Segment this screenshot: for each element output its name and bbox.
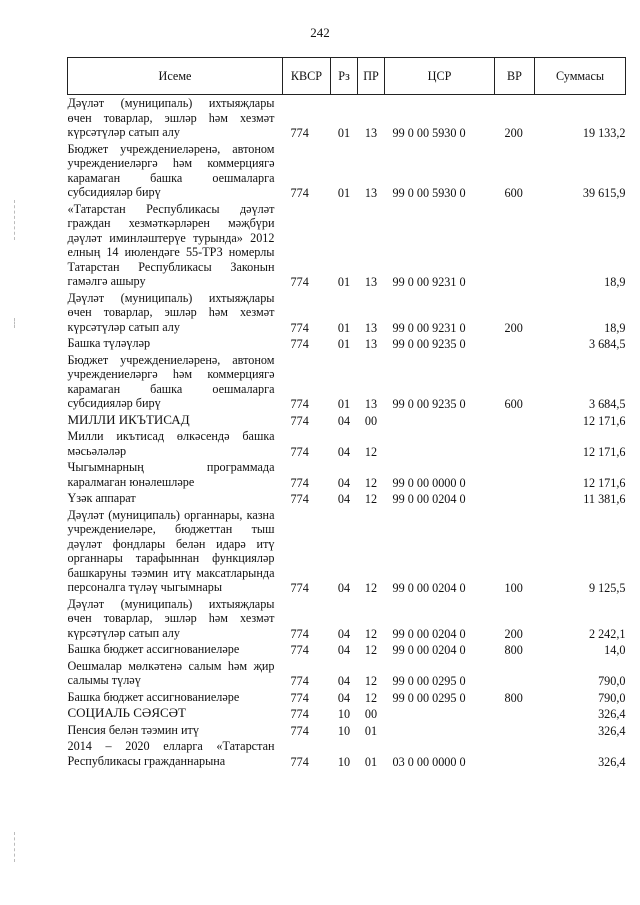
cell-kvsr: 774 [290, 581, 309, 595]
column-header-csr: ЦСР [385, 58, 495, 95]
cell-pr: 12 [364, 581, 378, 595]
cell-kvsr: 774 [290, 492, 309, 506]
cell-name: Бюджет учреждениеләренә, автоном учреждениеләргә һәм коммерциягә карамаган башка оешмаларга субсидияләр бирү [67, 352, 275, 410]
cell-sum: 326,4 [598, 707, 626, 721]
column-header-sum: Суммасы [535, 58, 626, 95]
page-number: 242 [310, 25, 330, 40]
cell-pr: 12 [364, 626, 378, 641]
cell-kvsr: 774 [290, 754, 309, 769]
column-header-rz: Рз [331, 58, 358, 95]
column-header-kvsr: КВСР [283, 58, 331, 95]
cell-kvsr: 774 [290, 275, 309, 289]
cell-name: МИЛЛИ ИКЪТИСАД [67, 411, 190, 427]
cell-vr [495, 658, 535, 689]
column-header-name: Исеме [68, 58, 283, 95]
table-row [68, 641, 626, 658]
cell-vr [495, 412, 535, 429]
cell-csr [385, 705, 495, 722]
cell-rz: 04 [337, 626, 351, 641]
cell-vr: 200 [504, 126, 523, 140]
cell-sum: 14,0 [604, 643, 626, 657]
cell-vr [495, 722, 535, 739]
cell-pr: 13 [364, 397, 378, 411]
cell-name: Дәүләт (муниципаль) органнары, казна учреждениеләре, бюджеттан тыш дәүләт фондлары белән идарә итү органнары тарафыннан функцияләр башкаруны тәэмин итү максатларында персоналга түләү чыгымнары [67, 507, 275, 594]
budget-table [67, 57, 626, 769]
cell-kvsr: 774 [290, 397, 309, 411]
cell-sum: 2 242,1 [588, 626, 626, 641]
cell-sum: 3 684,5 [588, 337, 626, 351]
cell-vr [495, 738, 535, 769]
cell-rz: 01 [337, 397, 351, 411]
cell-csr: 99 0 00 0295 0 [392, 690, 466, 705]
cell-rz: 04 [337, 475, 351, 490]
table-row [68, 490, 626, 507]
cell-sum: 12 171,6 [582, 475, 626, 490]
cell-rz: 10 [337, 707, 351, 721]
table-row [68, 335, 626, 352]
cell-pr: 12 [364, 492, 378, 506]
table-row [68, 290, 626, 336]
cell-csr: 99 0 00 9235 0 [392, 397, 466, 411]
cell-sum: 12 171,6 [582, 413, 626, 428]
cell-sum: 790,0 [598, 674, 626, 688]
cell-pr: 13 [364, 186, 378, 200]
cell-rz: 01 [337, 126, 351, 140]
cell-kvsr: 774 [290, 723, 309, 738]
cell-csr: 99 0 00 0295 0 [392, 674, 466, 688]
cell-csr: 99 0 00 0204 0 [392, 643, 466, 657]
cell-vr: 600 [504, 186, 523, 200]
table-row [68, 596, 626, 642]
cell-vr [495, 335, 535, 352]
section-heading-row [68, 412, 626, 429]
cell-pr: 12 [364, 475, 378, 490]
cell-vr: 800 [504, 690, 523, 705]
cell-vr [495, 459, 535, 490]
cell-name: Пенсия белән тәэмин итү [67, 722, 199, 737]
cell-name: Чыгымнарның программада каралмаган юнәлешләре [67, 460, 275, 489]
table-row [68, 507, 626, 596]
table-row [68, 738, 626, 769]
table-row [68, 722, 626, 739]
table-row [68, 141, 626, 201]
cell-vr [495, 490, 535, 507]
cell-name: Үзәк аппарат [67, 491, 136, 505]
cell-name: Башка бюджет ассигнованиеләре [67, 642, 240, 656]
cell-name: Бюджет учреждениеләренә, автоном учреждениеләргә һәм коммерциягә карамаган башка оешмаларга субсидияләр бирү [67, 141, 275, 199]
margin-mark [14, 832, 16, 862]
margin-mark [14, 200, 16, 240]
cell-rz: 04 [337, 581, 351, 595]
cell-sum: 18,9 [604, 275, 626, 289]
cell-pr: 00 [364, 413, 378, 428]
table-row [68, 689, 626, 706]
cell-sum: 19 133,2 [582, 126, 626, 140]
cell-name: «Татарстан Республикасы дәүләт граждан хезмәткәрләрен мәҗбүри дәүләт иминләштерүе турында» 2012 елның 14 июлендәге 55-ТРЗ номерлы Татарстан Республикасы Законын гамәлгә ашыру [67, 201, 275, 288]
cell-csr: 99 0 00 9231 0 [392, 320, 466, 335]
cell-kvsr: 774 [290, 475, 309, 490]
cell-rz: 01 [337, 337, 351, 351]
cell-vr: 800 [504, 643, 523, 657]
cell-pr: 12 [364, 690, 378, 705]
cell-pr: 12 [364, 444, 378, 459]
cell-name: Милли икътисад өлкәсендә башка мәсьәләләр [67, 429, 275, 458]
cell-pr: 00 [364, 707, 378, 721]
cell-csr [385, 722, 495, 739]
cell-kvsr: 774 [290, 643, 309, 657]
cell-pr: 13 [364, 126, 378, 140]
cell-vr [495, 201, 535, 290]
cell-sum: 3 684,5 [588, 397, 626, 411]
cell-rz: 04 [337, 444, 351, 459]
cell-pr: 01 [364, 723, 378, 738]
cell-vr: 200 [504, 320, 523, 335]
cell-vr: 600 [504, 397, 523, 411]
cell-pr: 13 [364, 320, 378, 335]
cell-kvsr: 774 [290, 674, 309, 688]
cell-csr: 99 0 00 0204 0 [392, 492, 466, 506]
cell-rz: 10 [337, 754, 351, 769]
cell-pr: 12 [364, 643, 378, 657]
table-header [68, 58, 626, 95]
column-header-vr: ВР [495, 58, 535, 95]
cell-name: Оешмалар мөлкәтенә салым һәм җир салымы түләү [67, 658, 275, 687]
margin-mark [14, 318, 16, 328]
cell-vr [495, 428, 535, 459]
cell-sum: 39 615,9 [582, 186, 626, 200]
cell-name: 2014 – 2020 елларга «Татарстан Республикасы гражданнарына [67, 739, 275, 768]
cell-csr: 99 0 00 9231 0 [392, 275, 466, 289]
cell-pr: 13 [364, 337, 378, 351]
cell-sum: 790,0 [598, 690, 626, 705]
cell-csr: 99 0 00 9235 0 [392, 337, 466, 351]
cell-rz: 10 [337, 723, 351, 738]
cell-pr: 13 [364, 275, 378, 289]
cell-rz: 04 [337, 690, 351, 705]
cell-kvsr: 774 [290, 690, 309, 705]
column-header-pr: ПР [358, 58, 385, 95]
cell-csr: 99 0 00 5930 0 [392, 186, 466, 200]
cell-rz: 01 [337, 275, 351, 289]
cell-rz: 01 [337, 320, 351, 335]
cell-kvsr: 774 [290, 707, 309, 721]
cell-sum: 9 125,5 [588, 581, 626, 595]
cell-kvsr: 774 [290, 626, 309, 641]
cell-kvsr: 774 [290, 444, 309, 459]
table-row [68, 428, 626, 459]
cell-pr: 12 [364, 674, 378, 688]
cell-rz: 04 [337, 492, 351, 506]
cell-name: СОЦИАЛЬ СӘЯСӘТ [67, 705, 186, 720]
cell-rz: 04 [337, 643, 351, 657]
cell-csr [385, 412, 495, 429]
cell-name: Дәүләт (муниципаль) ихтыяҗлары өчен товарлар, эшләр һәм хезмәт күрсәтүләр сатып алу [67, 96, 275, 139]
cell-csr: 03 0 00 0000 0 [392, 754, 466, 769]
cell-csr: 99 0 00 0204 0 [392, 581, 466, 595]
cell-sum: 326,4 [598, 754, 626, 769]
table-row [68, 95, 626, 141]
table-row [68, 459, 626, 490]
cell-name: Дәүләт (муниципаль) ихтыяҗлары өчен товарлар, эшләр һәм хезмәт күрсәтүләр сатып алу [67, 290, 275, 334]
cell-rz: 04 [337, 674, 351, 688]
cell-pr: 01 [364, 754, 378, 769]
cell-vr [495, 705, 535, 722]
cell-kvsr: 774 [290, 337, 309, 351]
cell-csr: 99 0 00 5930 0 [392, 126, 466, 140]
cell-vr: 200 [504, 626, 523, 641]
table-row [68, 201, 626, 290]
cell-csr: 99 0 00 0000 0 [392, 475, 466, 490]
cell-sum: 12 171,6 [582, 444, 626, 459]
table-row [68, 658, 626, 689]
cell-name: Дәүләт (муниципаль) ихтыяҗлары өчен товарлар, эшләр һәм хезмәт күрсәтүләр сатып алу [67, 596, 275, 640]
section-heading-row [68, 705, 626, 722]
cell-sum: 326,4 [598, 723, 626, 738]
cell-kvsr: 774 [290, 413, 309, 428]
cell-name: Башка түләүләр [67, 336, 151, 350]
cell-csr: 99 0 00 0204 0 [392, 626, 466, 641]
cell-vr: 100 [504, 581, 523, 595]
cell-name: Башка бюджет ассигнованиеләре [67, 689, 240, 704]
table-row [68, 352, 626, 412]
cell-csr [385, 428, 495, 459]
table-body [68, 95, 626, 770]
cell-sum: 11 381,6 [583, 492, 626, 506]
cell-rz: 04 [337, 413, 351, 428]
cell-kvsr: 774 [290, 126, 309, 140]
cell-rz: 01 [337, 186, 351, 200]
cell-kvsr: 774 [290, 186, 309, 200]
cell-kvsr: 774 [290, 320, 309, 335]
cell-sum: 18,9 [604, 320, 626, 335]
